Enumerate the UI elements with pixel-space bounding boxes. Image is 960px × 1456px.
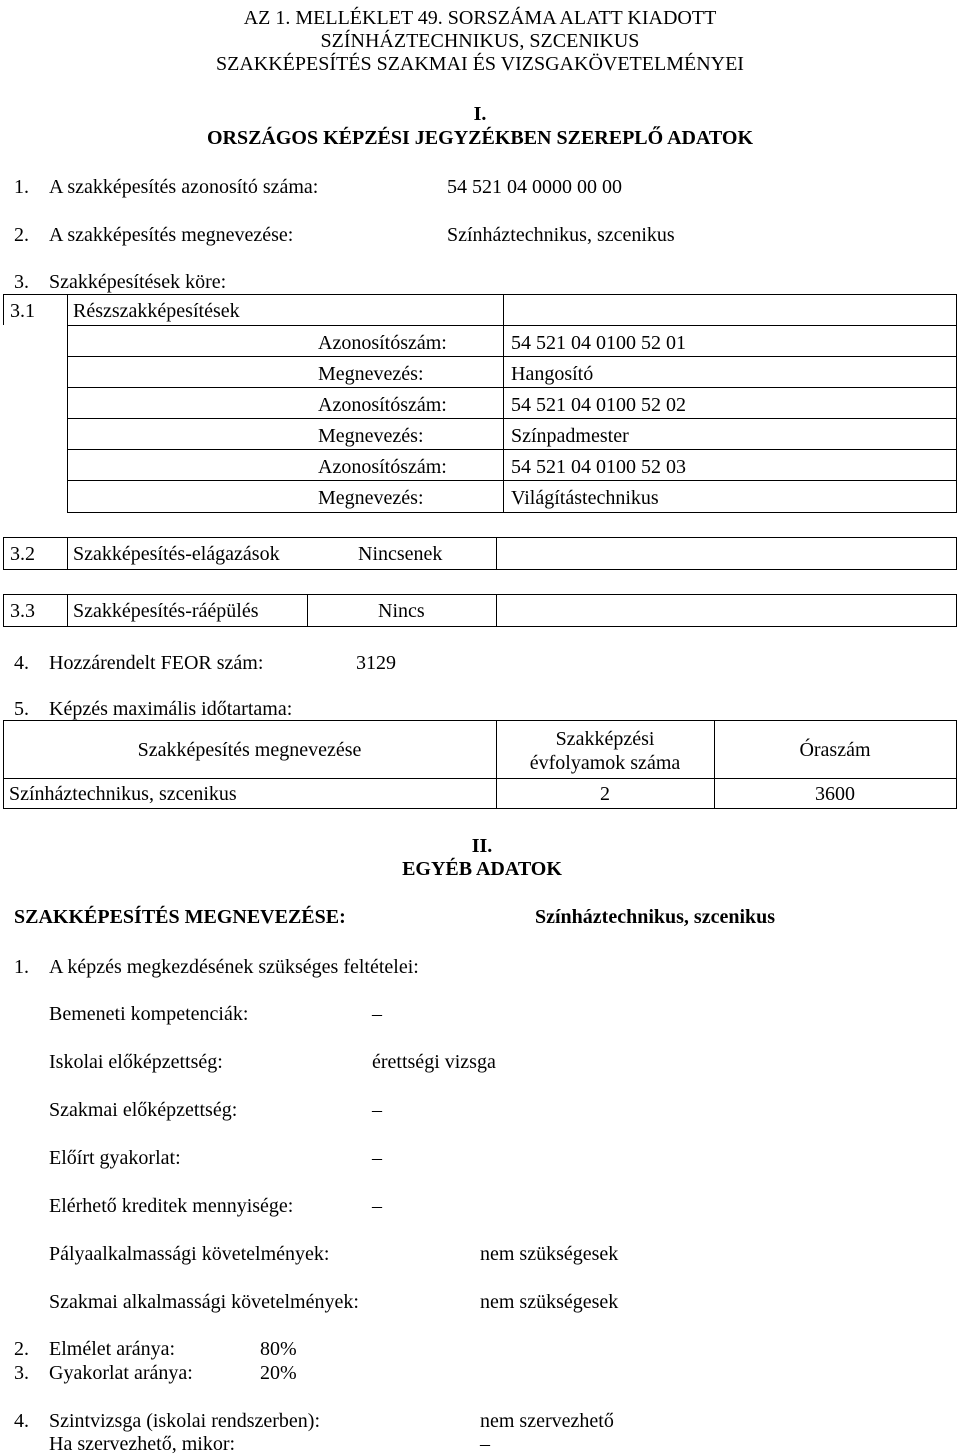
cell-hours: 3600 — [815, 783, 855, 805]
practice-num: 3. — [14, 1362, 29, 1384]
col-header-years-line1: Szakképzési — [555, 728, 655, 750]
cond-item-value: érettségi vizsga — [372, 1051, 496, 1073]
col-header-years-line2: évfolyamok száma — [529, 752, 681, 774]
theory-label: Elmélet aránya: — [49, 1338, 176, 1360]
part1-roman: I. — [473, 103, 487, 125]
item2-value: Színháztechnikus, szcenikus — [447, 224, 675, 246]
header-line-3: SZAKKÉPESÍTÉS SZAKMAI ÉS VIZSGAKÖVETELMÉNYEI — [216, 53, 744, 75]
sub31-row-value: Színpadmester — [511, 425, 629, 447]
cond-item-value: nem szükségesek — [480, 1291, 619, 1313]
item1-label: A szakképesítés azonosító száma: — [49, 176, 319, 198]
item3-label: Szakképesítések köre: — [49, 271, 227, 293]
cell-years: 2 — [600, 783, 610, 805]
qualification-label: SZAKKÉPESÍTÉS MEGNEVEZÉSE: — [14, 906, 346, 928]
sub33-num: 3.3 — [10, 600, 35, 622]
cond-label: A képzés megkezdésének szükséges feltételei: — [49, 956, 419, 978]
exam-sub-value: – — [480, 1433, 490, 1455]
sub31-row-key: Megnevezés: — [318, 425, 424, 447]
cond-item-label: Előírt gyakorlat: — [49, 1147, 181, 1169]
sub32-value: Nincsenek — [358, 543, 443, 565]
cond-item-label: Szakmai alkalmassági követelmények: — [49, 1291, 359, 1313]
cond-item-value: – — [372, 1099, 382, 1121]
item5-label: Képzés maximális időtartama: — [49, 698, 293, 720]
practice-value: 20% — [260, 1362, 297, 1384]
exam-num: 4. — [14, 1410, 29, 1432]
practice-label: Gyakorlat aránya: — [49, 1362, 193, 1384]
cond-item-label: Szakmai előképzettség: — [49, 1099, 238, 1121]
theory-num: 2. — [14, 1338, 29, 1360]
sub31-row-value: 54 521 04 0100 52 03 — [511, 456, 686, 478]
cond-item-label: Pályaalkalmassági követelmények: — [49, 1243, 330, 1265]
item1-num: 1. — [14, 176, 29, 198]
header-line-1: AZ 1. MELLÉKLET 49. SORSZÁMA ALATT KIADOTT — [243, 7, 717, 29]
cond-item-value: – — [372, 1195, 382, 1217]
exam-label: Szintvizsga (iskolai rendszerben): — [49, 1410, 321, 1432]
qualification-value: Színháztechnikus, szcenikus — [535, 906, 776, 928]
part1-title: ORSZÁGOS KÉPZÉSI JEGYZÉKBEN SZEREPLŐ ADATOK — [206, 127, 754, 149]
item1-value: 54 521 04 0000 00 00 — [447, 176, 622, 198]
item3-num: 3. — [14, 271, 29, 293]
sub31-row-key: Azonosítószám: — [318, 456, 447, 478]
sub31-row-value: Világítástechnikus — [511, 487, 659, 509]
item4-num: 4. — [14, 652, 29, 674]
item4-label: Hozzárendelt FEOR szám: — [49, 652, 264, 674]
exam-sub-label: Ha szervezhető, mikor: — [49, 1433, 236, 1455]
sub31-row-key: Megnevezés: — [318, 363, 424, 385]
sub31-row-value: 54 521 04 0100 52 01 — [511, 332, 686, 354]
item4-value: 3129 — [356, 652, 396, 674]
item5-num: 5. — [14, 698, 29, 720]
cond-item-value: nem szükségesek — [480, 1243, 619, 1265]
cond-item-label: Iskolai előképzettség: — [49, 1051, 223, 1073]
cond-item-value: – — [372, 1003, 382, 1025]
cond-item-label: Bemeneti kompetenciák: — [49, 1003, 249, 1025]
item2-num: 2. — [14, 224, 29, 246]
sub31-row-key: Azonosítószám: — [318, 394, 447, 416]
theory-value: 80% — [260, 1338, 297, 1360]
header-line-2: SZÍNHÁZTECHNIKUS, SZCENIKUS — [320, 30, 640, 52]
sub33-label: Szakképesítés-ráépülés — [73, 600, 259, 622]
col-header-name: Szakképesítés megnevezése — [137, 739, 362, 761]
sub31-row-value: 54 521 04 0100 52 02 — [511, 394, 686, 416]
part2-title: EGYÉB ADATOK — [402, 858, 562, 880]
exam-value: nem szervezhető — [480, 1410, 614, 1432]
item2-label: A szakképesítés megnevezése: — [49, 224, 294, 246]
part2-roman: II. — [471, 835, 493, 857]
cond-num: 1. — [14, 956, 29, 978]
sub32-label: Szakképesítés-elágazások — [73, 543, 280, 565]
sub31-label: Részszakképesítések — [73, 300, 240, 322]
cell-name: Színháztechnikus, szcenikus — [9, 783, 237, 805]
sub31-row-key: Megnevezés: — [318, 487, 424, 509]
sub31-num: 3.1 — [10, 300, 35, 322]
cond-item-label: Elérhető kreditek mennyisége: — [49, 1195, 294, 1217]
sub33-value: Nincs — [378, 600, 425, 622]
sub31-row-value: Hangosító — [511, 363, 594, 385]
sub31-row-key: Azonosítószám: — [318, 332, 447, 354]
col-header-hours: Óraszám — [799, 739, 871, 761]
cond-item-value: – — [372, 1147, 382, 1169]
sub32-num: 3.2 — [10, 543, 35, 565]
